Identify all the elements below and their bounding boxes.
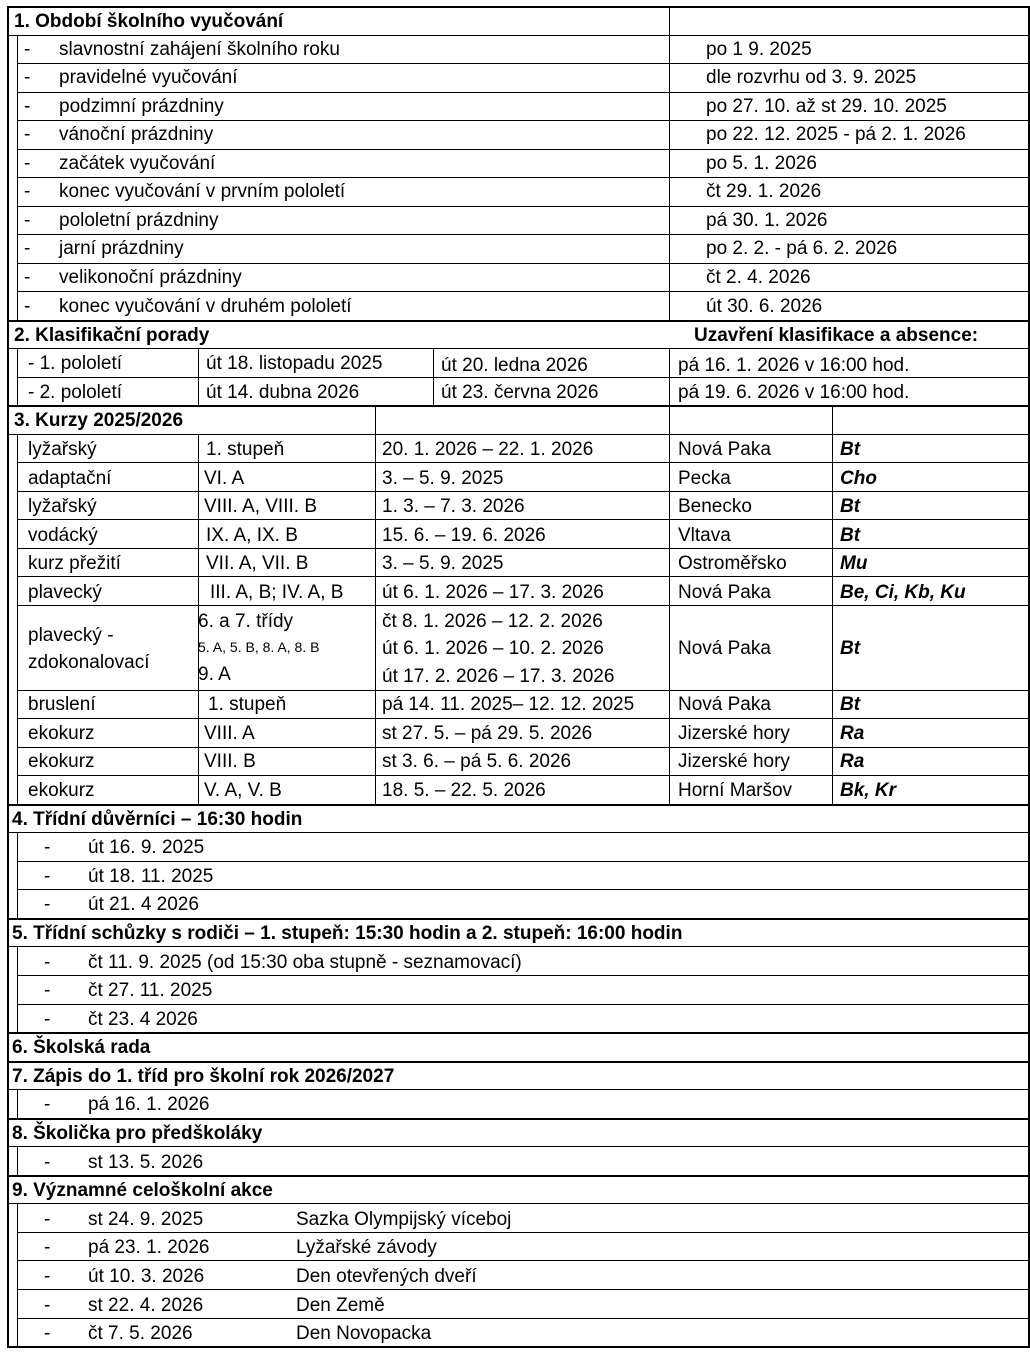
grid-hline (17, 747, 1028, 748)
course-teacher: Cho (840, 468, 877, 489)
course-teacher: Ra (840, 751, 865, 772)
list-item-value: po 22. 12. 2025 - pá 2. 1. 2026 (706, 124, 966, 145)
course-place: Nová Paka (678, 638, 771, 659)
grid-vline (17, 1089, 18, 1118)
list-item-label: jarní prázdniny (59, 238, 184, 259)
list-item-value: po 5. 1. 2026 (706, 153, 817, 174)
meeting-date: čt 27. 11. 2025 (88, 980, 213, 1001)
event-date: út 10. 3. 2026 (88, 1266, 205, 1287)
course-name: lyžařský (28, 439, 97, 460)
course-classes: VII. A, VII. B (206, 553, 309, 574)
section-2-right-header: Uzavření klasifikace a absence: (694, 325, 979, 346)
list-item-label: podzimní prázdniny (59, 96, 224, 117)
course-classes: 6. a 7. třídy (198, 611, 294, 632)
course-classes: VI. A (204, 468, 245, 489)
course-date: út 6. 1. 2026 – 10. 2. 2026 (382, 638, 604, 659)
course-name: adaptační (28, 468, 112, 489)
course-date: 18. 5. – 22. 5. 2026 (382, 780, 546, 801)
course-name: plavecký (28, 582, 102, 603)
course-teacher: Be, Ci, Kb, Ku (840, 582, 966, 603)
grid-hline (7, 1203, 1028, 1204)
grid-vline (17, 348, 18, 405)
course-date: 15. 6. – 19. 6. 2026 (382, 525, 546, 546)
grid-hline (7, 35, 1028, 36)
course-date: čt 8. 1. 2026 – 12. 2. 2026 (382, 611, 603, 632)
grid-vline (669, 6, 670, 320)
grid-vline (375, 434, 376, 804)
term-date-b: út 20. ledna 2026 (441, 355, 588, 376)
course-date: pá 14. 11. 2025– 12. 12. 2025 (382, 694, 635, 715)
grid-hline (17, 861, 1028, 862)
grid-hline (17, 149, 1028, 150)
course-place: Nová Paka (678, 439, 771, 460)
grid-hline (17, 1289, 1028, 1290)
list-dash: - (44, 1152, 51, 1173)
term-label: - 2. pololetí (28, 382, 122, 403)
grid-vline (669, 348, 670, 405)
course-name: plavecký - (28, 625, 114, 646)
section-8-title: 8. Školička pro předškoláky (12, 1123, 263, 1144)
course-teacher: Bt (840, 694, 861, 715)
list-item-label: pololetní prázdniny (59, 210, 219, 231)
meeting-date: čt 11. 9. 2025 (od 15:30 oba stupně - seznamovací) (88, 952, 522, 973)
list-item-value: po 2. 2. - pá 6. 2. 2026 (706, 238, 898, 259)
meeting-date: út 16. 9. 2025 (88, 837, 205, 858)
course-place: Jizerské hory (678, 751, 790, 772)
list-item-value: čt 2. 4. 2026 (706, 267, 811, 288)
grid-hline (7, 832, 1028, 833)
list-item-label: konec vyučování v druhém pololetí (59, 296, 352, 317)
course-teacher: Bt (840, 496, 861, 517)
list-item-label: vánoční prázdniny (59, 124, 214, 145)
course-teacher: Bt (840, 525, 861, 546)
grid-vline (17, 946, 18, 1032)
grid-vline (375, 405, 376, 434)
grid-hline (17, 92, 1028, 93)
course-name: ekokurz (28, 751, 95, 772)
grid-hline (7, 1118, 1028, 1120)
event-name: Den Země (296, 1295, 385, 1316)
list-item-value: út 30. 6. 2026 (706, 296, 823, 317)
course-name: ekokurz (28, 723, 95, 744)
course-date: út 17. 2. 2026 – 17. 3. 2026 (382, 666, 615, 687)
list-dash: - (44, 837, 51, 858)
grid-hline (17, 889, 1028, 890)
list-dash: - (24, 153, 31, 174)
course-classes: VIII. A (204, 723, 255, 744)
course-classes: 1. stupeň (206, 439, 285, 460)
course-place: Jizerské hory (678, 723, 790, 744)
course-teacher: Mu (840, 553, 868, 574)
course-date: st 27. 5. – pá 29. 5. 2026 (382, 723, 593, 744)
event-date: pá 23. 1. 2026 (88, 1237, 210, 1258)
list-dash: - (44, 952, 51, 973)
section-4-title: 4. Třídní důvěrníci – 16:30 hodin (12, 809, 303, 830)
course-name: lyžařský (28, 496, 97, 517)
grid-vline (17, 1146, 18, 1175)
grid-hline (7, 1346, 1028, 1348)
grid-hline (17, 975, 1028, 976)
list-item-value: po 1 9. 2025 (706, 39, 812, 60)
grid-vline (17, 832, 18, 918)
course-teacher: Ra (840, 723, 865, 744)
course-name: vodácký (28, 525, 98, 546)
list-item-label: konec vyučování v prvním pololetí (59, 181, 346, 202)
grid-hline (17, 1232, 1028, 1233)
list-item-label: začátek vyučování (59, 153, 216, 174)
course-date: 20. 1. 2026 – 22. 1. 2026 (382, 439, 594, 460)
course-place: Vltava (678, 525, 731, 546)
course-classes-sub: 5. A, 5. B, 8. A, 8. B (198, 639, 320, 655)
course-classes-sub: 9. A (198, 664, 231, 685)
list-item-value: po 27. 10. až st 29. 10. 2025 (706, 96, 947, 117)
list-item-value: pá 30. 1. 2026 (706, 210, 828, 231)
list-dash: - (44, 1009, 51, 1030)
grid-hline (17, 206, 1028, 207)
list-dash: - (24, 210, 31, 231)
list-dash: - (44, 1094, 51, 1115)
section-9-title: 9. Významné celoškolní akce (12, 1180, 273, 1201)
grid-hline (7, 1032, 1028, 1034)
grid-hline (17, 377, 1028, 378)
list-dash: - (24, 39, 31, 60)
grid-hline (7, 804, 1028, 806)
term-date-b: út 23. června 2026 (441, 382, 599, 403)
term-date-a: út 18. listopadu 2025 (206, 353, 383, 374)
list-item-label: velikonoční prázdniny (59, 267, 242, 288)
grid-hline (17, 690, 1028, 691)
grid-hline (17, 1004, 1028, 1005)
grid-hline (7, 1061, 1028, 1063)
grid-vline (198, 348, 199, 405)
course-classes: III. A, B; IV. A, B (210, 582, 344, 603)
grid-hline (17, 576, 1028, 577)
meeting-date: út 21. 4 2026 (88, 894, 199, 915)
grid-hline (17, 491, 1028, 492)
list-dash: - (44, 1295, 51, 1316)
list-dash: - (44, 866, 51, 887)
course-place: Nová Paka (678, 694, 771, 715)
list-item-value: čt 29. 1. 2026 (706, 181, 822, 202)
list-dash: - (24, 296, 31, 317)
term-label: - 1. pololetí (28, 353, 122, 374)
grid-hline (7, 918, 1028, 920)
course-classes: VIII. B (204, 751, 256, 772)
grid-hline (17, 263, 1028, 264)
list-dash: - (44, 894, 51, 915)
section-5-title: 5. Třídní schůzky s rodiči – 1. stupeň: 15:30 hodin a 2. stupeň: 16:00 hodin (12, 923, 683, 944)
grid-hline (7, 434, 1028, 435)
term-date-a: út 14. dubna 2026 (206, 382, 360, 403)
course-place: Benecko (678, 496, 752, 517)
grid-hline (17, 519, 1028, 520)
grid-hline (7, 1175, 1028, 1177)
grid-hline (7, 348, 1028, 349)
course-place: Horní Maršov (678, 780, 793, 801)
grid-hline (17, 291, 1028, 292)
meeting-date: út 18. 11. 2025 (88, 866, 214, 887)
list-dash: - (24, 96, 31, 117)
section-1-title: 1. Období školního vyučování (14, 11, 284, 32)
grid-hline (7, 320, 1028, 322)
list-item-label: pravidelné vyučování (59, 67, 238, 88)
grid-vline (669, 405, 670, 434)
grid-hline (17, 177, 1028, 178)
course-classes: VIII. A, VIII. B (204, 496, 317, 517)
course-classes: IX. A, IX. B (206, 525, 298, 546)
course-classes: V. A, V. B (204, 780, 282, 801)
list-dash: - (44, 1266, 51, 1287)
list-dash: - (44, 980, 51, 1001)
event-name: Sazka Olympijský víceboj (296, 1209, 512, 1230)
event-date: st 22. 4. 2026 (88, 1295, 204, 1316)
section-3-title: 3. Kurzy 2025/2026 (14, 410, 184, 431)
course-place: Pecka (678, 468, 731, 489)
course-teacher: Bk, Kr (840, 780, 896, 801)
course-date: 3. – 5. 9. 2025 (382, 553, 504, 574)
course-date: 3. – 5. 9. 2025 (382, 468, 504, 489)
grid-hline (17, 775, 1028, 776)
section-2-title: 2. Klasifikační porady (14, 325, 210, 346)
grid-vline (669, 434, 670, 804)
grid-vline (17, 1203, 18, 1346)
term-close-date: pá 19. 6. 2026 v 16:00 hod. (678, 382, 910, 403)
section-7-title: 7. Zápis do 1. tříd pro školní rok 2026/2027 (12, 1066, 395, 1087)
list-dash: - (24, 67, 31, 88)
list-item-label: slavnostní zahájení školního roku (59, 39, 340, 60)
grid-hline (7, 6, 1028, 8)
grid-hline (17, 718, 1028, 719)
course-name: bruslení (28, 694, 96, 715)
list-dash: - (24, 124, 31, 145)
course-teacher: Bt (840, 638, 861, 659)
grid-hline (17, 548, 1028, 549)
list-dash: - (24, 267, 31, 288)
grid-hline (17, 605, 1028, 606)
course-date: 1. 3. – 7. 3. 2026 (382, 496, 525, 517)
course-teacher: Bt (840, 439, 861, 460)
course-name-cont: zdokonalovací (28, 652, 150, 673)
grid-hline (17, 462, 1028, 463)
course-classes: 1. stupeň (208, 694, 287, 715)
grid-vline (17, 434, 18, 804)
meeting-date: čt 23. 4 2026 (88, 1009, 198, 1030)
course-name: ekokurz (28, 780, 95, 801)
preschool-date: st 13. 5. 2026 (88, 1152, 204, 1173)
list-item-value: dle rozvrhu od 3. 9. 2025 (706, 67, 917, 88)
list-dash: - (24, 238, 31, 259)
event-name: Den Novopacka (296, 1323, 432, 1344)
course-place: Ostroměřsko (678, 553, 787, 574)
event-name: Den otevřených dveří (296, 1266, 477, 1287)
section-6-title: 6. Školská rada (12, 1037, 151, 1058)
event-date: st 24. 9. 2025 (88, 1209, 204, 1230)
grid-hline (17, 63, 1028, 64)
grid-hline (17, 1260, 1028, 1261)
course-date: út 6. 1. 2026 – 17. 3. 2026 (382, 582, 604, 603)
grid-hline (17, 1318, 1028, 1319)
grid-hline (17, 120, 1028, 121)
course-date: st 3. 6. – pá 5. 6. 2026 (382, 751, 572, 772)
grid-vline (433, 348, 434, 405)
list-dash: - (44, 1237, 51, 1258)
grid-vline (832, 405, 833, 804)
course-name: kurz přežití (28, 553, 121, 574)
grid-hline (7, 1089, 1028, 1090)
grid-hline (7, 946, 1028, 947)
event-date: čt 7. 5. 2026 (88, 1323, 193, 1344)
list-dash: - (24, 181, 31, 202)
list-dash: - (44, 1209, 51, 1230)
enrollment-date: pá 16. 1. 2026 (88, 1094, 210, 1115)
course-place: Nová Paka (678, 582, 771, 603)
list-dash: - (44, 1323, 51, 1344)
grid-hline (7, 1146, 1028, 1147)
event-name: Lyžařské závody (296, 1237, 437, 1258)
grid-hline (7, 405, 1028, 407)
grid-hline (17, 234, 1028, 235)
grid-vline (17, 35, 18, 320)
term-close-date: pá 16. 1. 2026 v 16:00 hod. (678, 355, 910, 376)
